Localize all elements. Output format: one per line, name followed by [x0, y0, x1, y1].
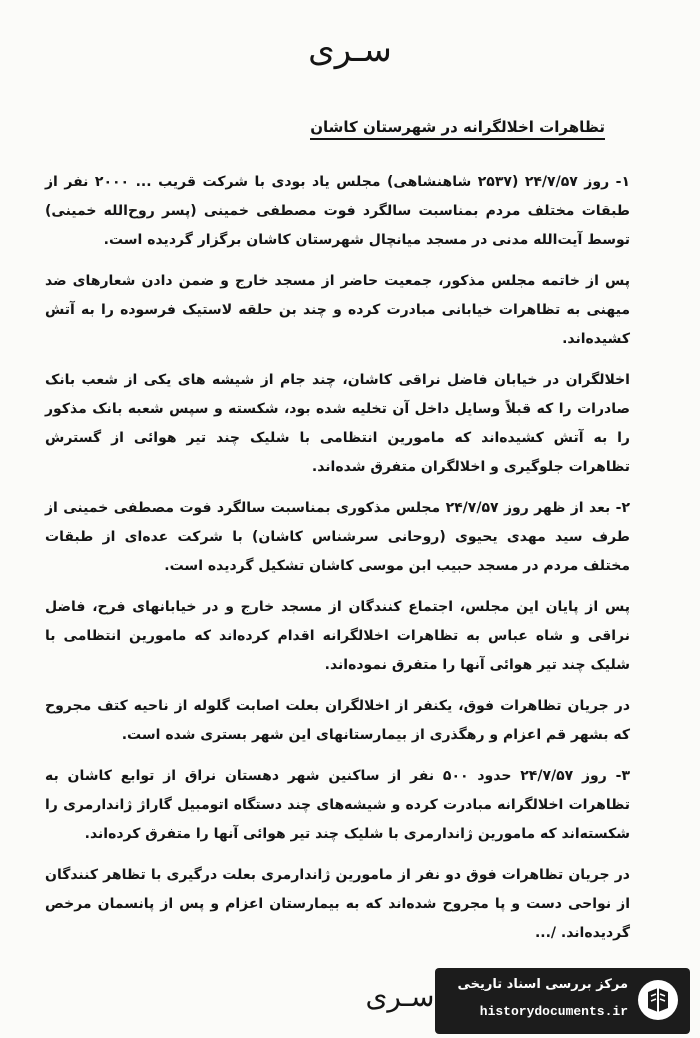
- paragraph-2: پس از خاتمه مجلس مذکور، جمعیت حاضر از مسجد خارج و ضمن دادن شعارهای ضد میهنی به تظاهرات خیابانی مبادرت کرده و چند بن حلقه لاستیک فرسوده را به آتش کشیده‌اند.: [45, 273, 630, 347]
- history-documents-logo-icon: [636, 978, 680, 1022]
- paragraph-8: در جریان تظاهرات فوق دو نفر از مامورین ژاندارمری بعلت درگیری با تظاهر کنندگان از نواحی دست و پا مجروح شده‌اند که به بیمارستان اعزام و پس از پانسمان مرخص گردیده‌اند. /...: [45, 867, 630, 941]
- document-body: [45, 168, 630, 960]
- paragraph-4: ۲- بعد از ظهر روز ۲۴/۷/۵۷ مجلس مذکوری بمناسبت سالگرد فوت مصطفی خمینی از طرف سید مهدی یحیوی (روحانی سرشناس کاشان) با شرکت عده‌ای از طبقات مختلف مردم در مسجد حبیب ابن موسی کاشان تشکیل گردیده است.: [45, 500, 630, 574]
- watermark-url: historydocuments.ir: [479, 1004, 628, 1019]
- watermark-name: مرکز بررسی اسناد تاریخی: [457, 977, 628, 992]
- paragraph-1: ۱- روز ۲۴/۷/۵۷ (۲۵۳۷ شاهنشاهی) مجلس یاد بودی با شرکت قریب ... ۲۰۰۰ نفر از طبقات مختلف مردم بمناسبت سالگرد فوت مصطفی خمینی (پسر روح‌الله خمینی) توسط آیت‌الله مدنی در مسجد میانچال شهرستان کاشان برگزار گردیده است.: [45, 174, 630, 248]
- classification-mark-bottom: سـری: [365, 980, 435, 1013]
- classification-mark-top: سـری: [308, 30, 392, 70]
- paragraph-5: پس از پایان این مجلس، اجتماع کنندگان از مسجد خارج و در خیابانهای فرح، فاضل نراقی و شاه عباس به تظاهرات اخلالگرانه اقدام کرده‌اند که مامورین انتظامی با شلیک چند تیر هوائی آنها را متفرق نموده‌اند.: [45, 599, 630, 673]
- document-subject: تظاهرات اخلالگرانه در شهرستان کاشان: [310, 118, 605, 140]
- paragraph-3: اخلالگران در خیابان فاضل نراقی کاشان، چند جام از شیشه های یکی از شعب بانک صادرات را که قبلاً وسایل داخل آن تخلیه شده بود، شکسته و سپس شعبه بانک مذکور را به آتش کشیده‌اند که مامورین انتظامی با شلیک چند تیر هوائی از گسترش تظاهرات جلوگیری و اخلالگران متفرق شده‌اند.: [45, 372, 630, 475]
- paragraph-7: ۳- روز ۲۴/۷/۵۷ حدود ۵۰۰ نفر از ساکنین شهر دهستان نراق از توابع کاشان به تظاهرات اخلالگرانه مبادرت کرده و شیشه‌های چند دستگاه اتومبیل گاراژ ژاندارمری را شکسته‌اند که مامورین ژاندارمری با شلیک چند تیر هوائی آنها را متفرق کرده‌اند.: [45, 768, 630, 842]
- paragraph-6: در جریان تظاهرات فوق، یکنفر از اخلالگران بعلت اصابت گلوله از ناحیه کتف مجروح که بشهر قم اعزام و رهگذری از بیمارستانهای این شهر بستری شده است.: [45, 698, 630, 743]
- watermark: [435, 968, 690, 1034]
